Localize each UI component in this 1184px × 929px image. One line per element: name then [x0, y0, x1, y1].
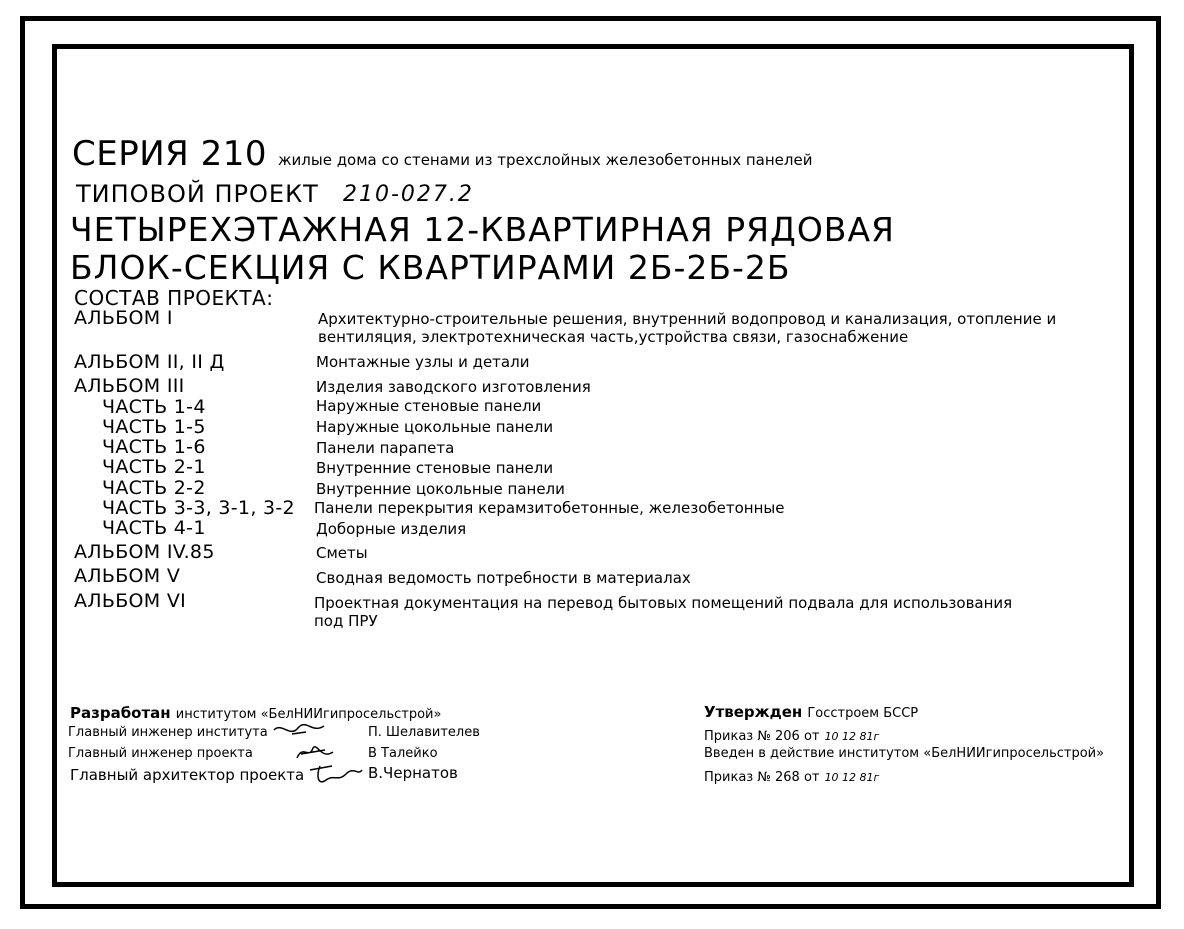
part-4-1-label: ЧАСТЬ 4-1: [102, 517, 206, 539]
order-2-line: [704, 766, 879, 785]
part-2-2-label: ЧАСТЬ 2-2: [102, 477, 206, 499]
album-6-desc-1: Проектная документация на перевод бытовых помещений подвала для использования: [314, 594, 1013, 612]
signature-2: [293, 740, 337, 762]
order-1-line: [704, 725, 879, 744]
album-3-desc: Изделия заводского изготовления: [316, 378, 591, 396]
album-1-desc-2: вентиляция, электротехническая часть,устройства связи, газоснабжение: [318, 328, 909, 346]
album-1-desc-1: Архитектурно-строительные решения, внутренний водопровод и канализация, отопление и: [318, 310, 1057, 328]
part-3-desc: Панели перекрытия керамзитобетонные, железобетонные: [314, 499, 785, 517]
part-1-4-desc: Наружные стеновые панели: [316, 397, 542, 415]
part-1-6-desc: Панели парапета: [316, 439, 455, 457]
album-6-label: АЛЬБОМ VI: [74, 590, 187, 612]
name-chernatov: В.Чернатов: [368, 764, 458, 782]
signature-1: [272, 720, 326, 740]
series-subtitle: жилые дома со стенами из трехслойных железобетонных панелей: [278, 151, 813, 169]
project-label: ТИПОВОЙ ПРОЕКТ: [76, 180, 319, 208]
part-3-label: ЧАСТЬ 3-3, 3-1, 3-2: [102, 497, 295, 519]
order-2-date: 10 12 81г: [824, 771, 880, 784]
series-title: СЕРИЯ 210: [72, 134, 267, 174]
developed-by: институтом «БелНИИгипросельстрой»: [175, 707, 442, 722]
role-chief-architect: Главный архитектор проекта: [70, 766, 305, 784]
album-1-label: АЛЬБОМ I: [74, 307, 173, 329]
part-1-5-label: ЧАСТЬ 1-5: [102, 416, 206, 438]
developed-line: [70, 703, 441, 722]
album-3-label: АЛЬБОМ III: [74, 375, 185, 397]
signature-3: [308, 760, 364, 788]
part-4-1-desc: Доборные изделия: [316, 520, 467, 538]
enacted-line: Введен в действие институтом «БелНИИгипросельстрой»: [704, 746, 1105, 761]
role-chief-engineer-project: Главный инженер проекта: [68, 746, 253, 761]
composition-label: СОСТАВ ПРОЕКТА:: [74, 286, 274, 310]
role-chief-engineer-institute: Главный инженер института: [68, 725, 268, 740]
album-2-label: АЛЬБОМ II, II Д: [74, 351, 225, 373]
approved-label: Утвержден: [704, 703, 803, 721]
album-6-desc-2: под ПРУ: [314, 612, 378, 630]
album-5-label: АЛЬБОМ V: [74, 565, 181, 587]
approved-by: Госстроем БССР: [807, 706, 919, 721]
part-1-6-label: ЧАСТЬ 1-6: [102, 436, 206, 458]
part-2-1-label: ЧАСТЬ 2-1: [102, 456, 206, 478]
title-line-1: ЧЕТЫРЕХЭТАЖНАЯ 12-КВАРТИРНАЯ РЯДОВАЯ: [70, 210, 895, 249]
name-shelavitelev: П. Шелавителев: [368, 725, 480, 740]
title-line-2: БЛОК-СЕКЦИЯ С КВАРТИРАМИ 2Б-2Б-2Б: [70, 248, 791, 287]
album-2-desc: Монтажные узлы и детали: [316, 353, 530, 371]
order-1-label: Приказ № 206 от: [704, 729, 820, 744]
album-5-desc: Сводная ведомость потребности в материалах: [316, 569, 691, 587]
approved-line: [704, 702, 918, 721]
order-1-date: 10 12 81г: [824, 730, 880, 743]
album-4-label: АЛЬБОМ IV.85: [74, 541, 215, 563]
album-4-desc: Сметы: [316, 544, 368, 562]
developed-label: Разработан: [70, 704, 171, 722]
part-2-1-desc: Внутренние стеновые панели: [316, 459, 554, 477]
name-taleiko: В Талейко: [368, 746, 438, 761]
part-1-4-label: ЧАСТЬ 1-4: [102, 396, 206, 418]
part-2-2-desc: Внутренние цокольные панели: [316, 480, 565, 498]
order-2-label: Приказ № 268 от: [704, 770, 820, 785]
project-code: 210-027.2: [343, 182, 474, 207]
part-1-5-desc: Наружные цокольные панели: [316, 418, 554, 436]
